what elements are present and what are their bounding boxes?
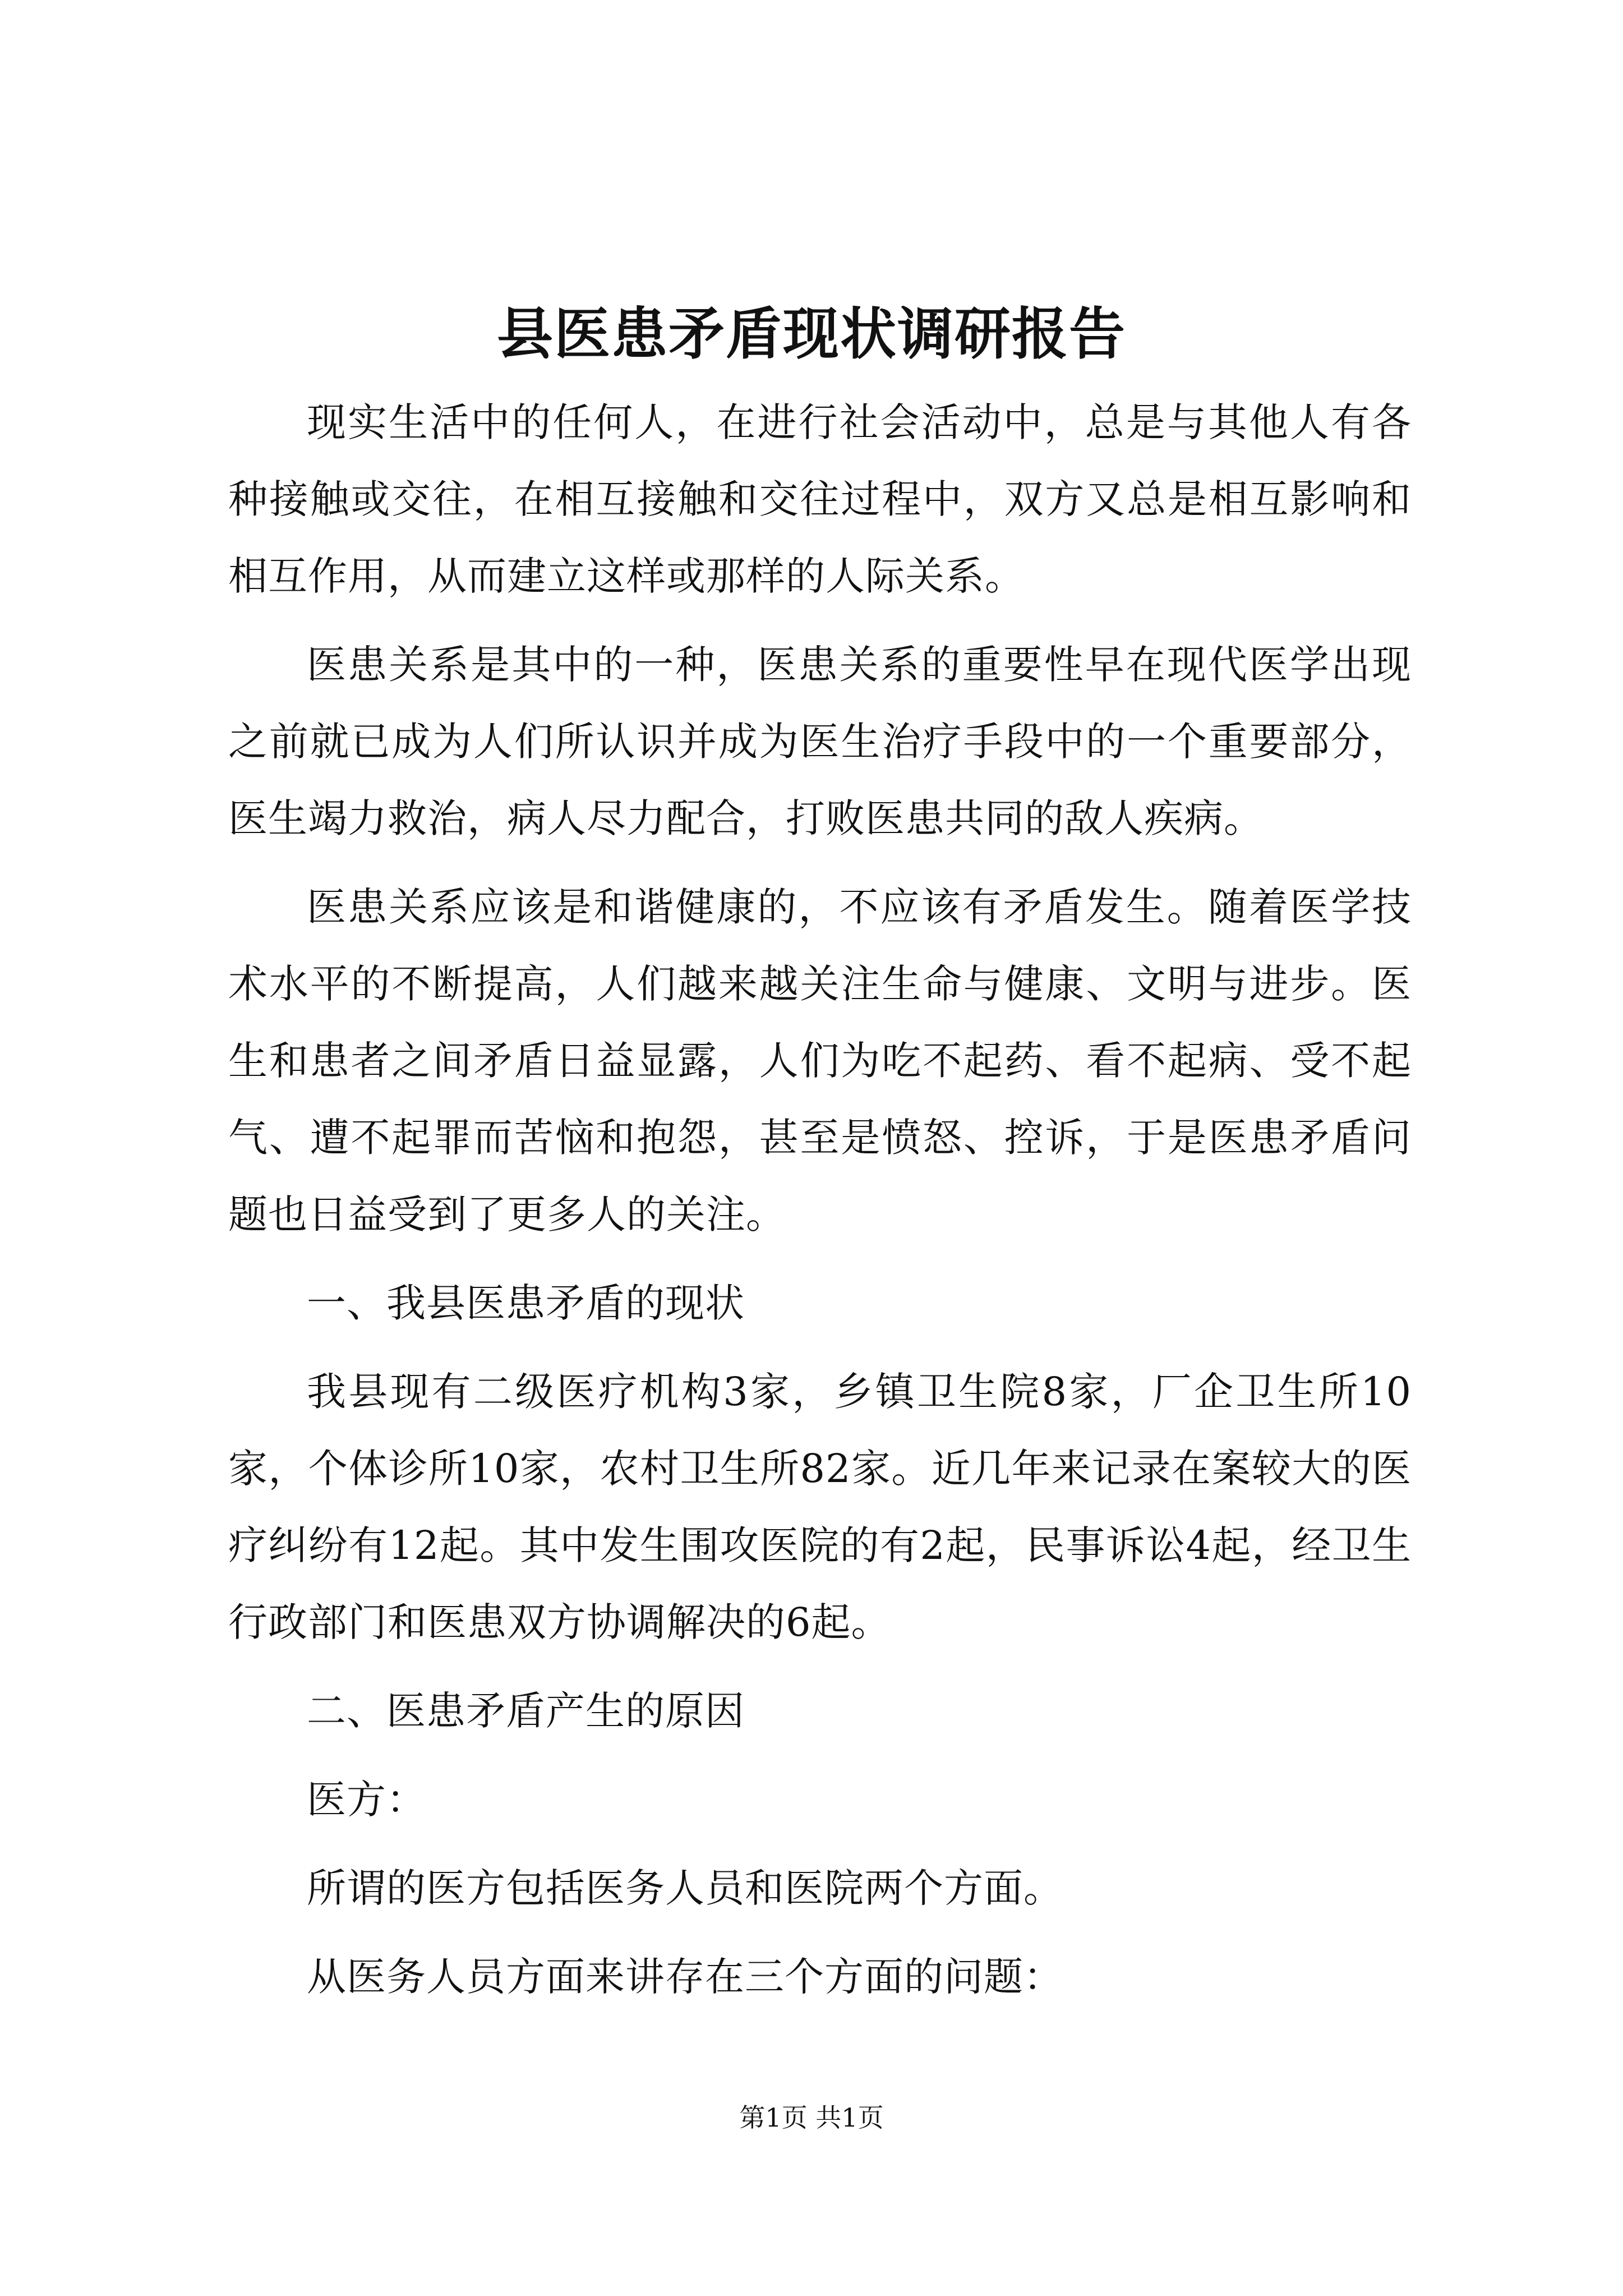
document-body — [228, 384, 1412, 2027]
paragraph-doctor-patient-relation: 医患关系是其中的一种，医患关系的重要性早在现代医学出现之前就已成为人们所认识并成为医生治疗手段中的一个重要部分，医生竭力救治，病人尽力配合，打败医患共同的敌人疾病。 — [228, 642, 1412, 841]
page-footer: 第1页 共1页 — [739, 2102, 884, 2133]
line-medical-side-definition: 所谓的医方包括医务人员和医院两个方面。 — [307, 1865, 1063, 1911]
subheading-medical-side: 医方： — [307, 1777, 426, 1823]
document-title: 县医患矛盾现状调研报告 — [497, 301, 1126, 367]
paragraph-intro: 现实生活中的任何人，在进行社会活动中，总是与其他人有各种接触或交往，在相互接触和交往过程中，双方又总是相互影响和相互作用，从而建立这样或那样的人际关系。 — [228, 399, 1412, 599]
line-medical-staff-problems: 从医务人员方面来讲存在三个方面的问题： — [307, 1954, 1063, 2000]
section-heading-current-status: 一、我县医患矛盾的现状 — [307, 1280, 745, 1326]
section-heading-causes: 二、医患矛盾产生的原因 — [307, 1688, 745, 1734]
paragraph-conflict-background: 医患关系应该是和谐健康的，不应该有矛盾发生。随着医学技术水平的不断提高，人们越来越关注生命与健康、文明与进步。医生和患者之间矛盾日益显露，人们为吃不起药、看不起病、受不起气、遭不起罪而苦恼和抱怨，甚至是愤怒、控诉，于是医患矛盾问题也日益受到了更多人的关注。 — [228, 884, 1412, 1237]
paragraph-current-status: 我县现有二级医疗机构3家，乡镇卫生院8家，厂企卫生所10家，个体诊所10家，农村卫生所82家。近几年来记录在案较大的医疗纠纷有12起。其中发生围攻医院的有2起，民事诉讼4起，经卫生行政部门和医患双方协调解决的6起。 — [228, 1369, 1412, 1645]
